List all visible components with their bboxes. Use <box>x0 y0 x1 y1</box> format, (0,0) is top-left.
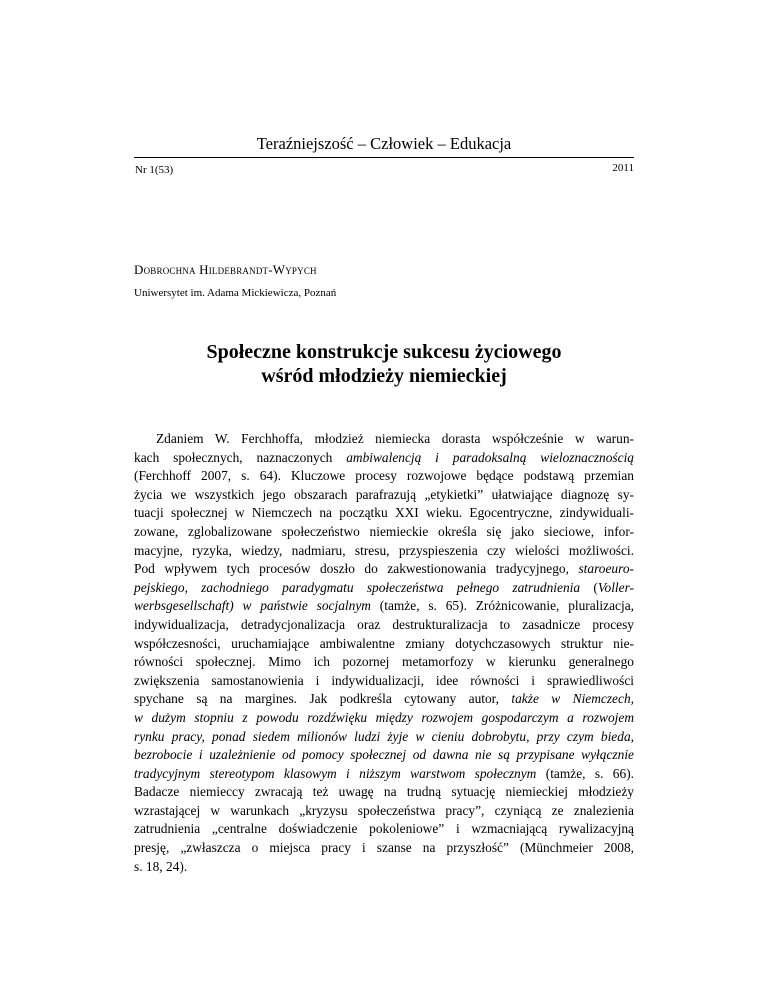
author-name: Dobrochna Hildebrandt-Wypych <box>134 262 317 277</box>
journal-title: Teraźniejszość – Człowiek – Edukacja <box>256 134 512 153</box>
body-line: rynku pracy, ponad siedem milionów ludzi żyje w cieniu dobrobytu, przy czym bieda, <box>134 728 634 744</box>
article-title-line-1: Społeczne konstrukcje sukcesu życiowego <box>206 341 562 363</box>
publication-year: 2011 <box>612 162 634 174</box>
body-paragraph <box>134 430 634 876</box>
header-rule <box>134 157 634 158</box>
author-affiliation: Uniwersytet im. Adama Mickiewicza, Poznań <box>134 287 337 299</box>
body-line: kach społecznych, naznaczonych ambiwalencją i paradoksalną wieloznacznością <box>134 449 634 465</box>
article-title <box>134 340 634 388</box>
body-line: Zdaniem W. Ferchhoffa, młodzież niemiecka dorasta współcześnie w warun- <box>156 431 634 446</box>
body-line: s. 18, 24). <box>134 858 188 874</box>
body-line: bezrobocie i uzależnienie od pomocy społecznej od dawna nie są przypisane wyłącznie <box>134 747 634 763</box>
body-line: zatrudnienia „centralne doświadczenie pokoleniowe” i wzmacniającą rywalizacyjną <box>134 821 634 837</box>
body-line: wzrastającej w warunkach „kryzysu społeczeństwa pracy”, czyniącą ze znalezienia <box>134 802 634 818</box>
body-line: zwiększenia samostanowienia i indywidualizacji, idee równości i sprawiedliwości <box>134 672 634 688</box>
body-line: presję, „zwłaszcza o miejsca pracy i szanse na przyszłość” (Münchmeier 2008, <box>134 840 634 856</box>
article-title-line-2: wśród młodzieży niemieckiej <box>261 365 507 387</box>
body-line: zowane, zglobalizowane społeczeństwo niemieckie określa się jako sieciowe, infor- <box>134 523 634 539</box>
body-line: tuacji społecznej w Niemczech na początku XXI wieku. Egocentryczne, zindywiduali- <box>134 505 634 521</box>
body-line: życia we wszystkich jego obszarach parafrazują „etykietki” ułatwiające diagnozę sy- <box>134 486 634 502</box>
body-line: współczesności, uruchamiające ambiwalentne zmiany dotychczasowych struktur nie- <box>134 635 634 651</box>
body-line: Pod wpływem tych procesów doszło do zakwestionowania tradycyjnego, staroeuro- <box>134 561 634 577</box>
body-line: równości społecznej. Mimo ich pozornej metamorfozy w kierunku generalnego <box>134 654 634 670</box>
body-line: macyjne, ryzyka, wiedzy, nadmiaru, stresu, przyspieszenia czy wielości możliwości. <box>134 542 634 558</box>
body-line: w dużym stopniu z powodu rozdźwięku między rozwojem gospodarczym a rozwojem <box>134 709 634 725</box>
body-line: indywidualizacja, detradycjonalizacja oraz destrukturalizacja to zasadnicze procesy <box>134 616 634 632</box>
body-line: pejskiego, zachodniego paradygmatu społeczeństwa pełnego zatrudnienia (Voller- <box>134 579 634 595</box>
body-line: spychane są na margines. Jak podkreśla cytowany autor, także w Niemczech, <box>134 691 634 707</box>
body-line: (Ferchhoff 2007, s. 64). Kluczowe procesy rozwojowe będące podstawą przemian <box>134 468 634 484</box>
body-line: tradycyjnym stereotypom klasowym i niższym warstwom społecznym (tamże, s. 66). <box>134 765 634 781</box>
body-line: werbsgesellschaft) w państwie socjalnym (tamże, s. 65). Zróżnicowanie, pluralizacja, <box>134 598 634 614</box>
issue-number: Nr 1(53) <box>135 164 174 176</box>
body-line: Badacze niemieccy zwracają też uwagę na trudną sytuację niemieckiej młodzieży <box>134 784 634 800</box>
